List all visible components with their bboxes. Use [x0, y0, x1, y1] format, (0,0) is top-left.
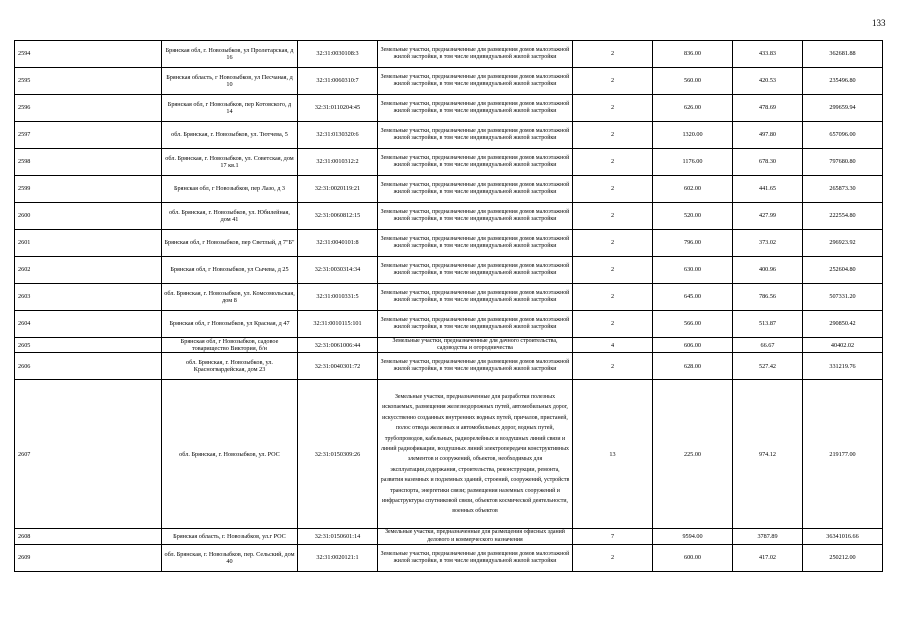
row-group: 2 [573, 149, 653, 176]
row-number: 2598 [15, 149, 162, 176]
row-cadastral-number: 32:31:0040101:8 [298, 230, 378, 257]
cadastral-value-table [14, 40, 883, 572]
row-cadastral-value: 250212.00 [803, 544, 883, 571]
row-area: 626.00 [653, 95, 733, 122]
table-row [15, 176, 883, 203]
row-specific-value: 66.67 [733, 338, 803, 353]
row-cadastral-value: 331219.76 [803, 353, 883, 380]
table-row [15, 284, 883, 311]
row-address: Брянская обл, г Новозыбков, пер Лазо, д 3 [162, 176, 298, 203]
row-cadastral-value: 657096.00 [803, 122, 883, 149]
row-land-use: Земельные участки, предназначенные для размещения домов малоэтажной жилой застройки, в том числе индивидуальной жилой застройки [378, 544, 573, 571]
row-address: обл. Брянская, г. Новозыбков, пер. Сельский, дом 40 [162, 544, 298, 571]
row-number: 2606 [15, 353, 162, 380]
row-cadastral-number: 32:31:0010331:5 [298, 284, 378, 311]
table-row [15, 311, 883, 338]
row-land-use: Земельные участки, предназначенные для размещения домов малоэтажной жилой застройки, в том числе индивидуальной жилой застройки [378, 176, 573, 203]
row-land-use: Земельные участки, предназначенные для размещения домов малоэтажной жилой застройки, в том числе индивидуальной жилой застройки [378, 311, 573, 338]
row-land-use: Земельные участки, предназначенные для размещения домов малоэтажной жилой застройки, в том числе индивидуальной жилой застройки [378, 353, 573, 380]
row-number: 2601 [15, 230, 162, 257]
row-land-use: Земельные участки, предназначенные для размещения домов малоэтажной жилой застройки, в том числе индивидуальной жилой застройки [378, 122, 573, 149]
table-row [15, 380, 883, 529]
row-area: 1176.00 [653, 149, 733, 176]
row-specific-value: 497.80 [733, 122, 803, 149]
row-number: 2594 [15, 41, 162, 68]
row-cadastral-number: 32:31:0040301:72 [298, 353, 378, 380]
row-cadastral-value: 40402.02 [803, 338, 883, 353]
row-address: обл. Брянская, г. Новозыбков, ул. Юбилейная, дом 41 [162, 203, 298, 230]
row-cadastral-value: 235496.80 [803, 68, 883, 95]
row-area: 602.00 [653, 176, 733, 203]
row-specific-value: 527.42 [733, 353, 803, 380]
row-number: 2609 [15, 544, 162, 571]
row-land-use: Земельные участки, предназначенные для размещения домов малоэтажной жилой застройки, в том числе индивидуальной жилой застройки [378, 95, 573, 122]
row-cadastral-number: 32:31:0010115:101 [298, 311, 378, 338]
row-number: 2600 [15, 203, 162, 230]
row-cadastral-number: 32:31:0030314:34 [298, 257, 378, 284]
row-land-use: Земельные участки, предназначенные для размещения домов малоэтажной жилой застройки, в том числе индивидуальной жилой застройки [378, 284, 573, 311]
row-cadastral-value: 290850.42 [803, 311, 883, 338]
row-cadastral-value: 362681.88 [803, 41, 883, 68]
row-address: обл. Брянская, г. Новозыбков, ул. РОС [162, 380, 298, 529]
row-address: Брянская область, г Новозыбков, ул Песчаная, д 10 [162, 68, 298, 95]
row-area: 520.00 [653, 203, 733, 230]
row-number: 2608 [15, 529, 162, 544]
row-number: 2599 [15, 176, 162, 203]
row-area: 600.00 [653, 544, 733, 571]
table-row [15, 41, 883, 68]
row-group: 2 [573, 257, 653, 284]
row-address: Брянская обл, г Новозыбков, садовое товарищество Виктория, б/н [162, 338, 298, 353]
row-address: обл. Брянская, г. Новозыбков, ул. Комсомольская, дом 8 [162, 284, 298, 311]
row-specific-value: 478.69 [733, 95, 803, 122]
row-cadastral-value: 222554.80 [803, 203, 883, 230]
row-address: Брянская обл, г. Новозыбков, ул Пролетарская, д 16 [162, 41, 298, 68]
row-number: 2607 [15, 380, 162, 529]
row-specific-value: 678.30 [733, 149, 803, 176]
row-number: 2603 [15, 284, 162, 311]
row-group: 2 [573, 544, 653, 571]
row-specific-value: 513.87 [733, 311, 803, 338]
row-area: 796.00 [653, 230, 733, 257]
row-area: 566.00 [653, 311, 733, 338]
row-land-use: Земельные участки, предназначенные для размещения домов малоэтажной жилой застройки, в том числе индивидуальной жилой застройки [378, 149, 573, 176]
row-group: 2 [573, 353, 653, 380]
row-group: 2 [573, 41, 653, 68]
row-group: 7 [573, 529, 653, 544]
row-group: 2 [573, 176, 653, 203]
row-address: Брянская обл, г Новозыбков, ул Красная, д 47 [162, 311, 298, 338]
row-group: 2 [573, 311, 653, 338]
row-area: 630.00 [653, 257, 733, 284]
row-address: обл. Брянская, г. Новозыбков, ул. Красногвардейская, дом 23 [162, 353, 298, 380]
row-cadastral-value: 265873.30 [803, 176, 883, 203]
row-cadastral-value: 507331.20 [803, 284, 883, 311]
row-number: 2604 [15, 311, 162, 338]
table-row [15, 122, 883, 149]
row-area: 1320.00 [653, 122, 733, 149]
row-cadastral-value: 299659.94 [803, 95, 883, 122]
row-land-use: Земельные участки, предназначенные для размещения офисных зданий делового и коммерческого назначения [378, 529, 573, 544]
row-land-use: Земельные участки, предназначенные для разработки полезных ископаемых, размещения железнодорожных путей, автомобильных дорог, искусственно созданных внутренних водных путей, причалов, пристаней, полос отвода железных и автомобильных дорог, водных путей, трубопроводов, кабельных, радиорелейных и воздушных линий связи и линий радиофикации, воздушных линий электропередачи конструктивных элементов и сооружений, объектов, необходимых для эксплуатации,содержания, строительства, реконструкции, ремонта, развития наземных и подземных зданий, строений, сооружений, устройств транспорта, энергетики связи; размещения наземных сооружений и инфраструктуры спутниковой связи, объектов космической деятельности, военных объектов [378, 380, 573, 529]
table-row [15, 149, 883, 176]
row-number: 2597 [15, 122, 162, 149]
row-land-use: Земельные участки, предназначенные для размещения домов малоэтажной жилой застройки, в том числе индивидуальной жилой застройки [378, 68, 573, 95]
row-number: 2602 [15, 257, 162, 284]
row-cadastral-value: 219177.00 [803, 380, 883, 529]
row-cadastral-number: 32:31:0130320:6 [298, 122, 378, 149]
row-area: 836.00 [653, 41, 733, 68]
row-address: Брянская обл, г Новозыбков, ул Сычева, д 25 [162, 257, 298, 284]
row-group: 2 [573, 122, 653, 149]
row-cadastral-number: 32:31:0150601:14 [298, 529, 378, 544]
row-cadastral-number: 32:31:0061006:44 [298, 338, 378, 353]
row-cadastral-number: 32:31:0110204:45 [298, 95, 378, 122]
row-cadastral-value: 797680.80 [803, 149, 883, 176]
row-specific-value: 373.02 [733, 230, 803, 257]
row-address: Брянская обл, г Новозыбков, пер Котовского, д 14 [162, 95, 298, 122]
table-row [15, 544, 883, 571]
row-specific-value: 786.56 [733, 284, 803, 311]
row-group: 2 [573, 68, 653, 95]
row-cadastral-number: 32:31:0030108:3 [298, 41, 378, 68]
row-cadastral-value: 296923.92 [803, 230, 883, 257]
table-row [15, 68, 883, 95]
row-group: 4 [573, 338, 653, 353]
row-address: обл. Брянская, г. Новозыбков, ул. Тютчева, 5 [162, 122, 298, 149]
row-specific-value: 441.65 [733, 176, 803, 203]
row-cadastral-number: 32:31:0150309:26 [298, 380, 378, 529]
row-specific-value: 974.12 [733, 380, 803, 529]
row-address: Брянская обл, г Новозыбков, пер Светлый, д 7"Б" [162, 230, 298, 257]
row-specific-value: 3787.89 [733, 529, 803, 544]
row-address: обл. Брянская, г. Новозыбков, ул. Советская, дом 17 кв.1 [162, 149, 298, 176]
row-cadastral-number: 32:31:0020121:1 [298, 544, 378, 571]
row-specific-value: 400.96 [733, 257, 803, 284]
row-area: 606.00 [653, 338, 733, 353]
table-row [15, 230, 883, 257]
row-area: 645.00 [653, 284, 733, 311]
row-area: 560.00 [653, 68, 733, 95]
row-number: 2595 [15, 68, 162, 95]
row-specific-value: 427.99 [733, 203, 803, 230]
row-group: 2 [573, 203, 653, 230]
row-cadastral-number: 32:31:0060310:7 [298, 68, 378, 95]
row-specific-value: 420.53 [733, 68, 803, 95]
table-row [15, 353, 883, 380]
row-group: 2 [573, 284, 653, 311]
table-row [15, 338, 883, 353]
row-cadastral-number: 32:31:0020119:21 [298, 176, 378, 203]
row-land-use: Земельные участки, предназначенные для дачного строительства, садоводства и огородничества [378, 338, 573, 353]
row-cadastral-value: 36341016.66 [803, 529, 883, 544]
row-area: 628.00 [653, 353, 733, 380]
row-cadastral-value: 252604.80 [803, 257, 883, 284]
row-land-use: Земельные участки, предназначенные для размещения домов малоэтажной жилой застройки, в том числе индивидуальной жилой застройки [378, 41, 573, 68]
row-land-use: Земельные участки, предназначенные для размещения домов малоэтажной жилой застройки, в том числе индивидуальной жилой застройки [378, 203, 573, 230]
table-row [15, 257, 883, 284]
row-cadastral-number: 32:31:0060812:15 [298, 203, 378, 230]
row-number: 2596 [15, 95, 162, 122]
row-group: 2 [573, 230, 653, 257]
row-cadastral-number: 32:31:0010312:2 [298, 149, 378, 176]
row-land-use: Земельные участки, предназначенные для размещения домов малоэтажной жилой застройки, в том числе индивидуальной жилой застройки [378, 230, 573, 257]
row-area: 225.00 [653, 380, 733, 529]
table-row [15, 203, 883, 230]
row-specific-value: 433.83 [733, 41, 803, 68]
row-land-use: Земельные участки, предназначенные для размещения домов малоэтажной жилой застройки, в том числе индивидуальной жилой застройки [378, 257, 573, 284]
row-specific-value: 417.02 [733, 544, 803, 571]
row-group: 2 [573, 95, 653, 122]
row-area: 9594.00 [653, 529, 733, 544]
row-address: Брянская область, г. Новозыбков, ул.г РОС [162, 529, 298, 544]
page-number: 133 [872, 18, 886, 28]
row-number: 2605 [15, 338, 162, 353]
row-group: 13 [573, 380, 653, 529]
table-row [15, 95, 883, 122]
table-row [15, 529, 883, 544]
